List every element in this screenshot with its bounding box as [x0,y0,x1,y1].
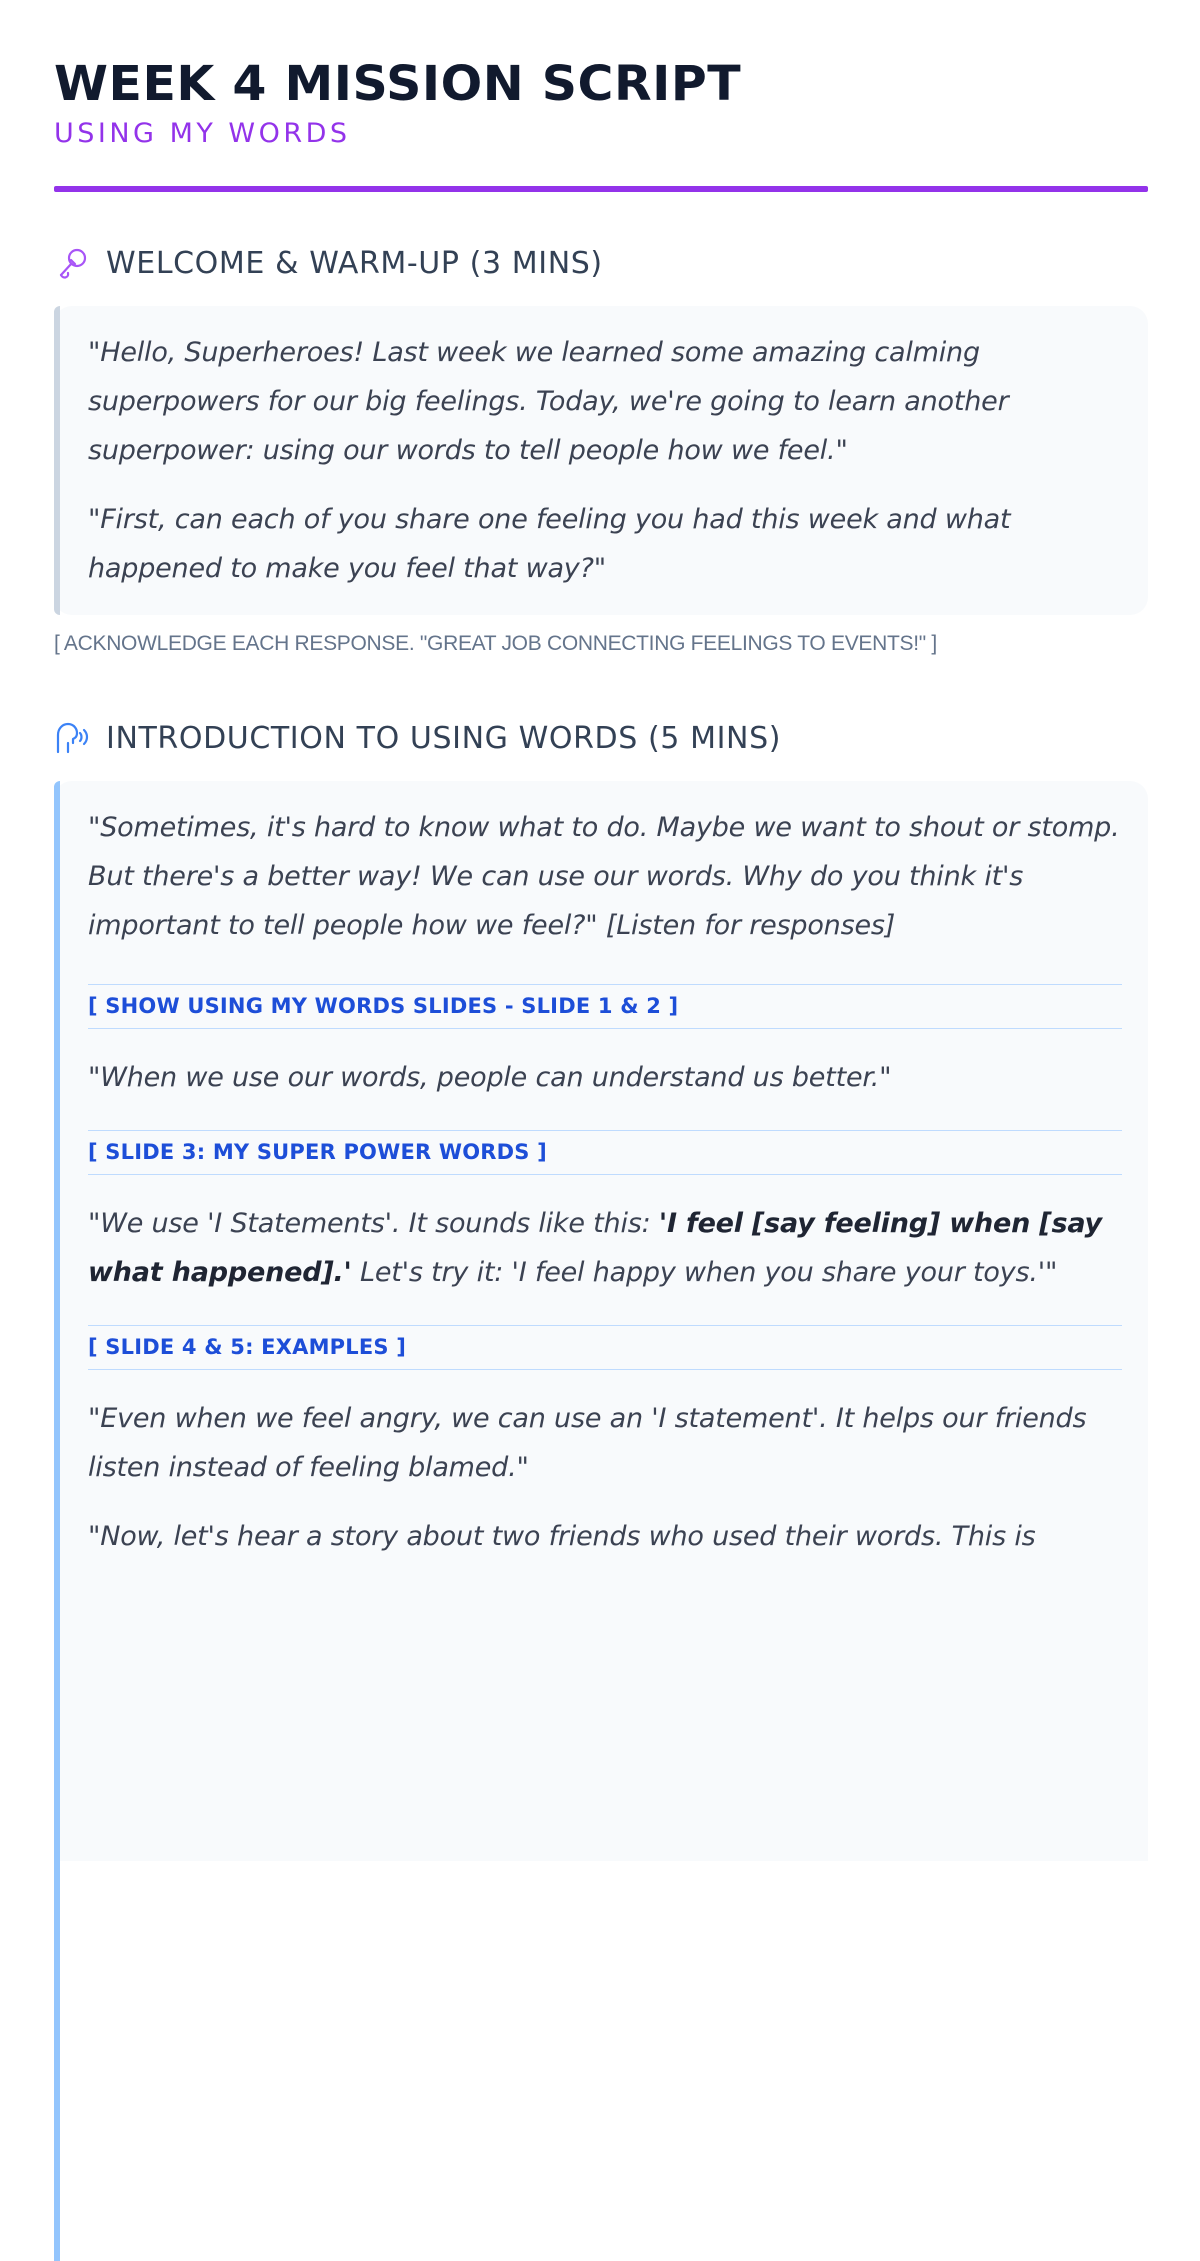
section-header-introduction [54,719,1148,759]
slide-cue: [ SHOW USING MY WORDS SLIDES - SLIDE 1 & 2 ] [88,984,1122,1029]
quote-text: "We use 'I Statements'. It sounds like this: [88,1208,659,1239]
script-quote: "Sometimes, it's hard to know what to do. Maybe we want to shout or stomp. But there's a better way! We can use our words. Why do you think it's important to tell people how we feel?" [Listen for responses] [88,812,1120,941]
slide-cue: [ SLIDE 4 & 5: EXAMPLES ] [88,1325,1122,1370]
microphone-icon [54,246,90,282]
section-heading: INTRODUCTION TO USING WORDS (5 MINS) [106,721,782,756]
speaking-head-icon [54,721,90,757]
script-quote: "Even when we feel angry, we can use an 'I statement'. It helps our friends listen instead of feeling blamed." [88,1403,1087,1483]
slide-cue: [ SLIDE 3: MY SUPER POWER WORDS ] [88,1130,1122,1175]
quote-text: Let's try it: 'I feel happy when you share your toys.'" [351,1257,1058,1288]
script-page [54,0,1148,1861]
section-header-welcome [54,244,1148,284]
script-quote: "Now, let's hear a story about two friends who used their words. This is [88,1521,1036,1552]
script-quote: "When we use our words, people can understand us better." [88,1062,892,1093]
script-quote-i-statement [88,1199,1122,1297]
page-subtitle: USING MY WORDS [54,118,351,149]
page-title: WEEK 4 MISSION SCRIPT [54,56,742,112]
script-box-introduction [54,781,1148,1861]
script-quote: "First, can each of you share one feeling you had this week and what happened to make you feel that way?" [88,504,1011,584]
title-divider [54,186,1148,192]
section-heading: WELCOME & WARM-UP (3 MINS) [106,246,603,281]
i-statement-formula: 'I feel [say feeling] when [say what happened].' [88,1208,1102,1288]
script-box-welcome [54,306,1148,615]
script-quote: "Hello, Superheroes! Last week we learned some amazing calming superpowers for our big feelings. Today, we're going to learn another superpower: using our words to tell people how we feel." [88,337,1009,466]
stage-direction-note: [ ACKNOWLEDGE EACH RESPONSE. "GREAT JOB CONNECTING FEELINGS TO EVENTS!" ] [54,632,937,655]
